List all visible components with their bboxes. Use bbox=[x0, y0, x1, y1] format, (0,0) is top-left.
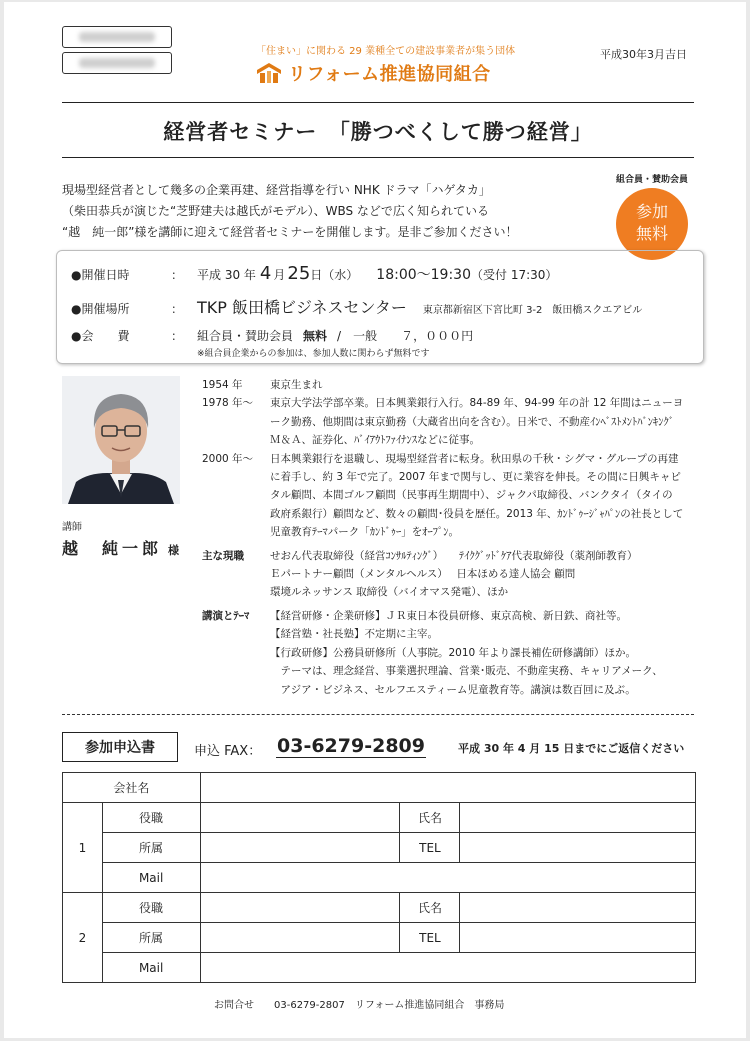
current-positions bbox=[202, 547, 696, 602]
bio-line: ーク勤務、他期間は東京勤務（大蔵省出向を含む）。日米で、不動産ｲﾝﾍﾞｽﾄﾒﾝﾄﾊﾞﾝｷﾝｸﾞ bbox=[270, 415, 675, 428]
contact-footer: お問合せ 03-6279-2807 リフォーム推進協同組合 事務局 bbox=[214, 1000, 505, 1011]
name-label: 氏名 bbox=[400, 803, 460, 833]
badge-member-label: 組合員・賛助会員 bbox=[616, 175, 689, 185]
tel-label: TEL bbox=[400, 923, 460, 953]
speaker-photo bbox=[62, 376, 180, 504]
event-month-unit: 月 bbox=[273, 268, 286, 282]
speaker-name: 越 純一郎 bbox=[62, 539, 163, 558]
dept-field[interactable] bbox=[200, 923, 400, 953]
event-reception: （受付 17:30） bbox=[471, 268, 558, 282]
event-fee-general: / 一般 ７，０００円 bbox=[337, 329, 474, 343]
form-row-company bbox=[63, 773, 696, 803]
event-date-row bbox=[71, 263, 557, 284]
dept-field[interactable] bbox=[200, 833, 400, 863]
role-label: 役職 bbox=[102, 803, 200, 833]
fax-label: 申込 FAX： bbox=[194, 744, 262, 759]
org-logo-icon bbox=[256, 62, 282, 84]
seminar-title: 経営者セミナー 「勝つべくして勝つ経営」 bbox=[163, 120, 593, 144]
org-name: リフォーム推進協同組合 bbox=[288, 64, 491, 85]
application-form bbox=[62, 772, 696, 983]
name-field[interactable] bbox=[460, 893, 696, 923]
colon: ： bbox=[171, 302, 184, 316]
entry-number: 2 bbox=[63, 893, 103, 983]
bio-line: タル顧問、本間ゴルフ顧問（民事再生期間中）、ジャクパ取締役、バンクタイ（タイの bbox=[270, 489, 673, 502]
event-venue: TKP 飯田橋ビジネスセンター bbox=[197, 298, 407, 317]
speaker-role: 講師 bbox=[62, 522, 82, 533]
form-row bbox=[63, 923, 696, 953]
bio-line: 政府系銀行）顧問など、数々の顧問･役員を歴任。2013 年、ｶﾝﾄﾞｩｰｼﾞｬﾊﾟﾝの社長として bbox=[270, 507, 684, 520]
bio-year: 2000 年～ bbox=[202, 452, 254, 465]
title-rule-top bbox=[62, 102, 694, 103]
badge-line: 無料 bbox=[635, 224, 668, 243]
current-position: せおん代表取締役（経営ｺﾝｻﾙﾃｨﾝｸﾞ） ﾃｲｸｸﾞｯﾄﾞｹｱ代表取締役（薬剤師教育） bbox=[270, 549, 638, 562]
current-positions-label: 主な現職 bbox=[202, 549, 244, 562]
name-field[interactable] bbox=[460, 803, 696, 833]
bio-line: 東京大学法学部卒業。日本興業銀行入行。84-89 年、94-99 年の計 12 年間はニューヨ bbox=[270, 397, 684, 410]
bio-year: 1954 年 bbox=[202, 379, 243, 391]
lecture-line: テーマは、理念経営、事業選択理論、営業･販売、不動産実務、キャリアメーク、 bbox=[270, 665, 663, 678]
blurred-name bbox=[79, 58, 155, 68]
dept-label: 所属 bbox=[102, 833, 200, 863]
current-position: 環境ルネッサンス 取締役（バイオマス発電）、ほか bbox=[270, 586, 509, 599]
fax-number: 03-6279-2809 bbox=[277, 735, 425, 757]
bio-entry bbox=[202, 376, 696, 394]
badge-line: 参加 bbox=[635, 202, 668, 221]
event-date-label: ●開催日時 bbox=[71, 268, 130, 282]
company-label: 会社名 bbox=[63, 773, 201, 803]
event-date-era: 平成 30 年 bbox=[197, 268, 256, 282]
event-date-day: 25 bbox=[287, 263, 311, 284]
lecture-themes-label: 講演とﾃｰﾏ bbox=[202, 609, 250, 622]
flyer-page bbox=[4, 2, 746, 1038]
application-title: 参加申込書 bbox=[62, 732, 178, 762]
title-rule-bottom bbox=[62, 157, 694, 158]
event-day-unit: 日（水） bbox=[310, 268, 359, 282]
dept-label: 所属 bbox=[102, 923, 200, 953]
lecture-line: 【経営研修・企業研修】ＪＲ東日本役員研修、東京高検、新日鉄、商社等。 bbox=[270, 609, 627, 622]
org-logo bbox=[256, 60, 491, 86]
bio-line: Ｍ＆Ａ、証券化、ﾊﾞｲｱｳﾄﾌｧｲﾅﾝｽなどに従事。 bbox=[270, 434, 480, 447]
lecture-line: 【経営塾・社長塾】不定期に主宰。 bbox=[270, 628, 438, 641]
form-row bbox=[63, 893, 696, 923]
lecture-line: 【行政研修】公務員研修所（人事院。2010 年より課長補佐研修講師）ほか。 bbox=[270, 646, 637, 659]
role-field[interactable] bbox=[200, 803, 400, 833]
speaker-bio bbox=[202, 376, 696, 699]
reply-deadline: 平成 30 年 4 月 15 日までにご返信ください bbox=[458, 742, 685, 755]
form-row bbox=[63, 803, 696, 833]
form-row bbox=[63, 953, 696, 983]
tel-label: TEL bbox=[400, 833, 460, 863]
intro-line: “越 純一郎”様を講師に迎えて経営者セミナーを開催します。是非ご参加ください！ bbox=[62, 225, 518, 239]
recipient-name-box bbox=[62, 52, 172, 74]
bio-line: 日本興業銀行を退職し、現場型経営者に転身。秋田県の千秋・シグマ・グループの再建 bbox=[270, 452, 679, 465]
bio-entry bbox=[202, 450, 696, 542]
event-fee-label: ●会 費 bbox=[71, 329, 130, 343]
event-time: 18:00～19:30 bbox=[376, 267, 471, 283]
entry-number: 1 bbox=[63, 803, 103, 893]
event-fee-row bbox=[71, 327, 473, 344]
issue-date: 平成30年3月吉日 bbox=[600, 48, 687, 61]
intro-text bbox=[62, 180, 602, 243]
lecture-line: アジア・ビジネス、セルフエスティーム児童教育等。講演は数百回に及ぶ。 bbox=[270, 683, 636, 696]
bio-year: 1978 年～ bbox=[202, 397, 254, 410]
cut-line bbox=[62, 714, 694, 715]
mail-label: Mail bbox=[102, 863, 200, 893]
bio-entry bbox=[202, 394, 696, 449]
event-date-month: 4 bbox=[259, 263, 272, 284]
intro-line: （柴田恭兵が演じた“芝野建夫は越氏がモデル）、WBS などで広く知られている bbox=[62, 204, 489, 218]
event-fee-free: 無料 bbox=[303, 329, 328, 343]
speaker-honorific: 様 bbox=[168, 544, 179, 557]
company-field[interactable] bbox=[200, 773, 695, 803]
role-label: 役職 bbox=[102, 893, 200, 923]
lecture-themes bbox=[202, 607, 696, 699]
tel-field[interactable] bbox=[460, 833, 696, 863]
current-position: Ｅパートナー顧問（メンタルヘルス） 日本ほめる達人協会 顧問 bbox=[270, 568, 576, 581]
bio-line: に着手し、約 3 年で完了。2007 年まで関与し、更に業容を伸長。その間に日興キャピ bbox=[270, 471, 681, 484]
event-info-box bbox=[56, 250, 704, 364]
recipient-address-box bbox=[62, 26, 172, 48]
bio-line: 児童教育ﾃｰﾏパーク「ｶﾝﾄﾞｩｰ」をｵｰﾌﾟﾝ。 bbox=[270, 526, 459, 539]
role-field[interactable] bbox=[200, 893, 400, 923]
event-fee-note: ※組合員企業からの参加は、参加人数に関わらず無料です bbox=[197, 349, 430, 359]
form-row bbox=[63, 833, 696, 863]
name-label: 氏名 bbox=[400, 893, 460, 923]
event-venue-address: 東京都新宿区下宮比町 3-2 飯田橋スクエアビル bbox=[422, 305, 643, 316]
mail-field[interactable] bbox=[200, 863, 695, 893]
event-venue-label: ●開催場所 bbox=[71, 302, 130, 316]
colon: ： bbox=[171, 268, 184, 282]
intro-line: 現場型経営者として幾多の企業再建、経営指導を行い NHK ドラマ「ハゲタカ」 bbox=[62, 183, 491, 197]
tel-field[interactable] bbox=[460, 923, 696, 953]
event-venue-row bbox=[71, 295, 642, 318]
colon: ： bbox=[171, 329, 184, 343]
blurred-address bbox=[79, 32, 155, 42]
form-row bbox=[63, 863, 696, 893]
event-fee-member: 組合員・賛助会員 bbox=[197, 329, 294, 343]
mail-field[interactable] bbox=[200, 953, 695, 983]
bio-line: 東京生まれ bbox=[270, 379, 323, 391]
mail-label: Mail bbox=[102, 953, 200, 983]
org-tagline: 「住まい」に関わる 29 業種全ての建設事業者が集う団体 bbox=[256, 46, 516, 57]
